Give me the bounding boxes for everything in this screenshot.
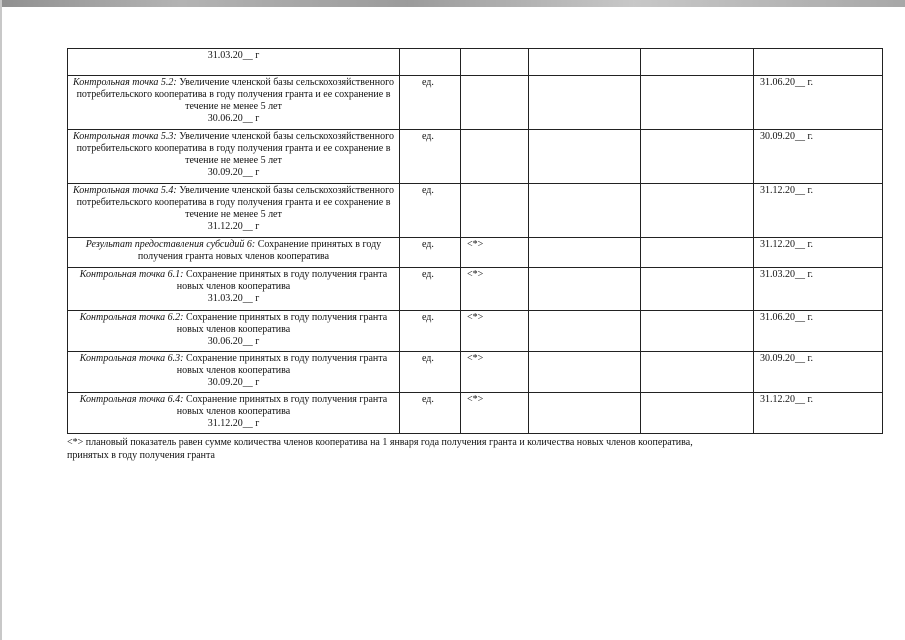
cell-empty	[529, 184, 641, 238]
table-row	[68, 352, 883, 393]
cell-empty	[529, 268, 641, 311]
table-row	[68, 130, 883, 184]
cell-empty	[641, 268, 754, 311]
cell-name	[68, 352, 400, 393]
cell-plan: <*>	[461, 268, 529, 311]
cell-plan: <*>	[461, 311, 529, 352]
table-row	[68, 184, 883, 238]
cell-unit: ед.	[400, 393, 461, 434]
cell-name	[68, 184, 400, 238]
footnote-line-1: <*> плановый показатель равен сумме количества членов кооператива на 1 января года получения гранта и количества новых членов кооператива,	[67, 437, 693, 448]
cell-name	[68, 393, 400, 434]
cell-deadline: 30.09.20__ г.	[754, 130, 883, 184]
cell-unit: ед.	[400, 238, 461, 268]
results-table-body	[68, 49, 883, 434]
cell-empty	[529, 76, 641, 130]
row-date-line: 30.06.20__ г	[207, 336, 260, 347]
row-prefix: Результат предоставления субсидий 6:	[85, 239, 256, 250]
cell-deadline: 31.03.20__ г.	[754, 268, 883, 311]
cell-deadline	[754, 49, 883, 76]
footnote-line-2: принятых в году получения гранта	[67, 450, 215, 461]
row-prefix: Контрольная точка 6.3:	[79, 353, 184, 364]
footnote	[67, 436, 877, 462]
cell-name	[68, 268, 400, 311]
cell-deadline: 31.12.20__ г.	[754, 393, 883, 434]
cell-empty	[641, 311, 754, 352]
cell-empty	[641, 49, 754, 76]
cell-plan: <*>	[461, 352, 529, 393]
cell-plan	[461, 49, 529, 76]
table-row	[68, 49, 883, 76]
cell-plan: <*>	[461, 393, 529, 434]
cell-empty	[529, 352, 641, 393]
cell-plan	[461, 184, 529, 238]
cell-unit: ед.	[400, 268, 461, 311]
row-prefix: Контрольная точка 5.2:	[73, 77, 177, 88]
scan-top-edge	[0, 0, 905, 7]
results-table	[67, 48, 883, 434]
cell-empty	[641, 352, 754, 393]
cell-empty	[641, 393, 754, 434]
cell-deadline: 31.06.20__ г.	[754, 311, 883, 352]
row-date-line: 31.12.20__ г	[207, 221, 260, 232]
row-date-line: 30.06.20__ г	[207, 113, 260, 124]
table-row	[68, 238, 883, 268]
cell-unit: ед.	[400, 184, 461, 238]
row-date-line: 31.12.20__ г	[207, 418, 260, 429]
cell-unit: ед.	[400, 352, 461, 393]
table-row	[68, 268, 883, 311]
row-body: Увеличение членской базы сельскохозяйственного потребительского кооператива в году получения гранта и ее сохранение в течение не менее 5 лет	[76, 77, 394, 112]
cell-deadline: 31.06.20__ г.	[754, 76, 883, 130]
row-body: Сохранение принятых в году получения гранта новых членов кооператива	[176, 312, 388, 335]
row-date-line: 30.09.20__ г	[207, 377, 260, 388]
row-prefix: Контрольная точка 5.3:	[73, 131, 177, 142]
cell-empty	[529, 49, 641, 76]
cell-empty	[529, 311, 641, 352]
cell-empty	[641, 238, 754, 268]
cell-unit	[400, 49, 461, 76]
row-body: Увеличение членской базы сельскохозяйственного потребительского кооператива в году получения гранта и ее сохранение в течение не менее 5 лет	[76, 131, 394, 166]
table-row	[68, 393, 883, 434]
cell-deadline: 30.09.20__ г.	[754, 352, 883, 393]
cell-empty	[641, 184, 754, 238]
cell-empty	[641, 76, 754, 130]
row-body: Увеличение членской базы сельскохозяйственного потребительского кооператива в году получения гранта и ее сохранение в течение не менее 5 лет	[76, 185, 394, 220]
cell-name	[68, 130, 400, 184]
cell-name	[68, 238, 400, 268]
cell-empty	[529, 238, 641, 268]
row-body: Сохранение принятых в году получения гранта новых членов кооператива	[176, 269, 388, 292]
row-body: Сохранение принятых в году получения гранта новых членов кооператива	[137, 239, 382, 262]
cell-unit: ед.	[400, 130, 461, 184]
row-body: Сохранение принятых в году получения гранта новых членов кооператива	[176, 394, 388, 417]
row-prefix: Контрольная точка 6.2:	[79, 312, 184, 323]
cell-name	[68, 311, 400, 352]
row-date-line: 31.03.20__ г	[207, 50, 260, 61]
cell-unit: ед.	[400, 76, 461, 130]
cell-plan	[461, 130, 529, 184]
scan-left-edge	[0, 0, 2, 640]
cell-deadline: 31.12.20__ г.	[754, 184, 883, 238]
cell-name	[68, 76, 400, 130]
cell-empty	[529, 130, 641, 184]
cell-unit: ед.	[400, 311, 461, 352]
row-date-line: 31.03.20__ г	[207, 293, 260, 304]
row-prefix: Контрольная точка 6.1:	[79, 269, 184, 280]
row-prefix: Контрольная точка 6.4:	[79, 394, 184, 405]
cell-plan: <*>	[461, 238, 529, 268]
table-row	[68, 76, 883, 130]
cell-plan	[461, 76, 529, 130]
table-row	[68, 311, 883, 352]
cell-deadline: 31.12.20__ г.	[754, 238, 883, 268]
row-body: Сохранение принятых в году получения гранта новых членов кооператива	[176, 353, 388, 376]
row-date-line: 30.09.20__ г	[207, 167, 260, 178]
cell-empty	[641, 130, 754, 184]
cell-empty	[529, 393, 641, 434]
cell-name	[68, 49, 400, 76]
row-prefix: Контрольная точка 5.4:	[73, 185, 177, 196]
